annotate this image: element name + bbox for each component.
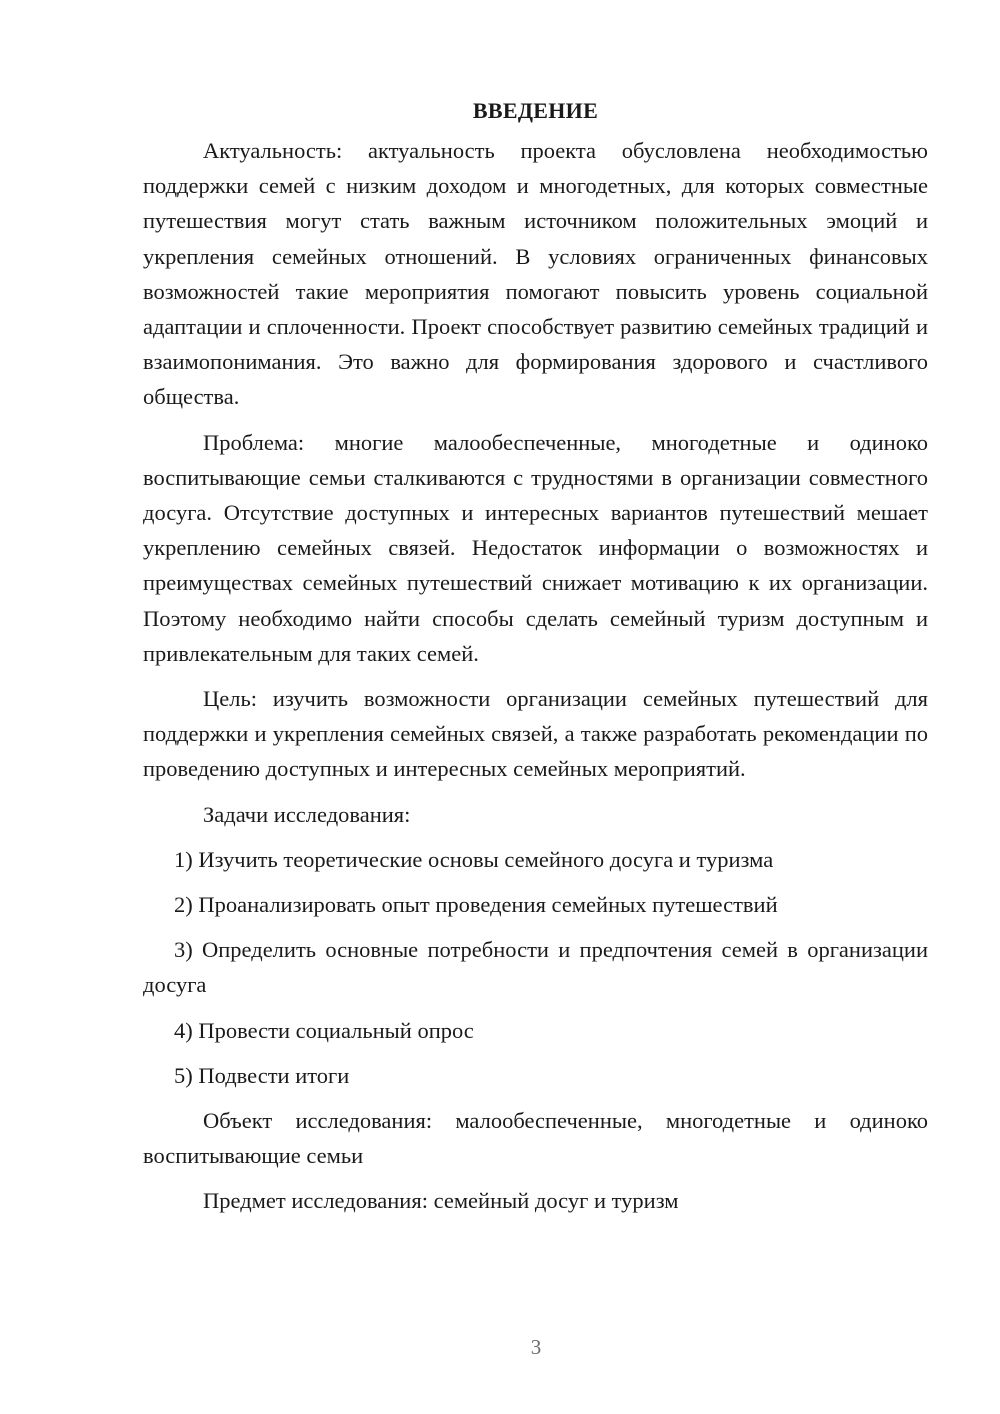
paragraph-object: Объект исследования: малообеспеченные, многодетные и одиноко воспитывающие семьи (143, 1108, 928, 1169)
tasks-heading: Задачи исследования: (203, 801, 411, 827)
list-item: 1) Изучить теоретические основы семейного досуга и туризма (174, 846, 774, 872)
paragraph-problem: Проблема: многие малообеспеченные, многодетные и одиноко воспитывающие семьи сталкиваются с трудностями в организации совместного досуга. Отсутствие доступных и интересных вариантов путешествий мешает укреплению семейных связей. Недостаток информации о возможностях и преимуществах семейных путешествий снижает мотивацию к их организации. Поэтому необходимо найти способы сделать семейный туризм доступным и привлекательным для таких семей. (143, 429, 928, 666)
paragraph-subject: Предмет исследования: семейный досуг и туризм (203, 1188, 679, 1214)
paragraph-relevance: Актуальность: актуальность проекта обусловлена необходимостью поддержки семей с низким доходом и многодетных, для которых совместные путешествия могут стать важным источником положительных эмоций и укрепления семейных отношений. В условиях ограниченных финансовых возможностей такие мероприятия помогают повысить уровень социальной адаптации и сплоченности. Проект способствует развитию семейных традиций и взаимопонимания. Это важно для формирования здорового и счастливого общества. (143, 138, 928, 410)
list-item: 3) Определить основные потребности и предпочтения семей в организации досуга (143, 937, 928, 998)
list-item: 4) Провести социальный опрос (174, 1017, 474, 1043)
page-number: 3 (530, 1335, 542, 1359)
page-content (143, 97, 928, 1229)
paragraph-goal: Цель: изучить возможности организации семейных путешествий для поддержки и укрепления семейных связей, а также разработать рекомендации по проведению доступных и интересных семейных мероприятий. (143, 686, 928, 782)
page-title: ВВЕДЕНИЕ (472, 98, 599, 123)
tasks-list (143, 842, 928, 1093)
list-item: 5) Подвести итоги (174, 1062, 350, 1088)
list-item: 2) Проанализировать опыт проведения семейных путешествий (174, 892, 778, 918)
